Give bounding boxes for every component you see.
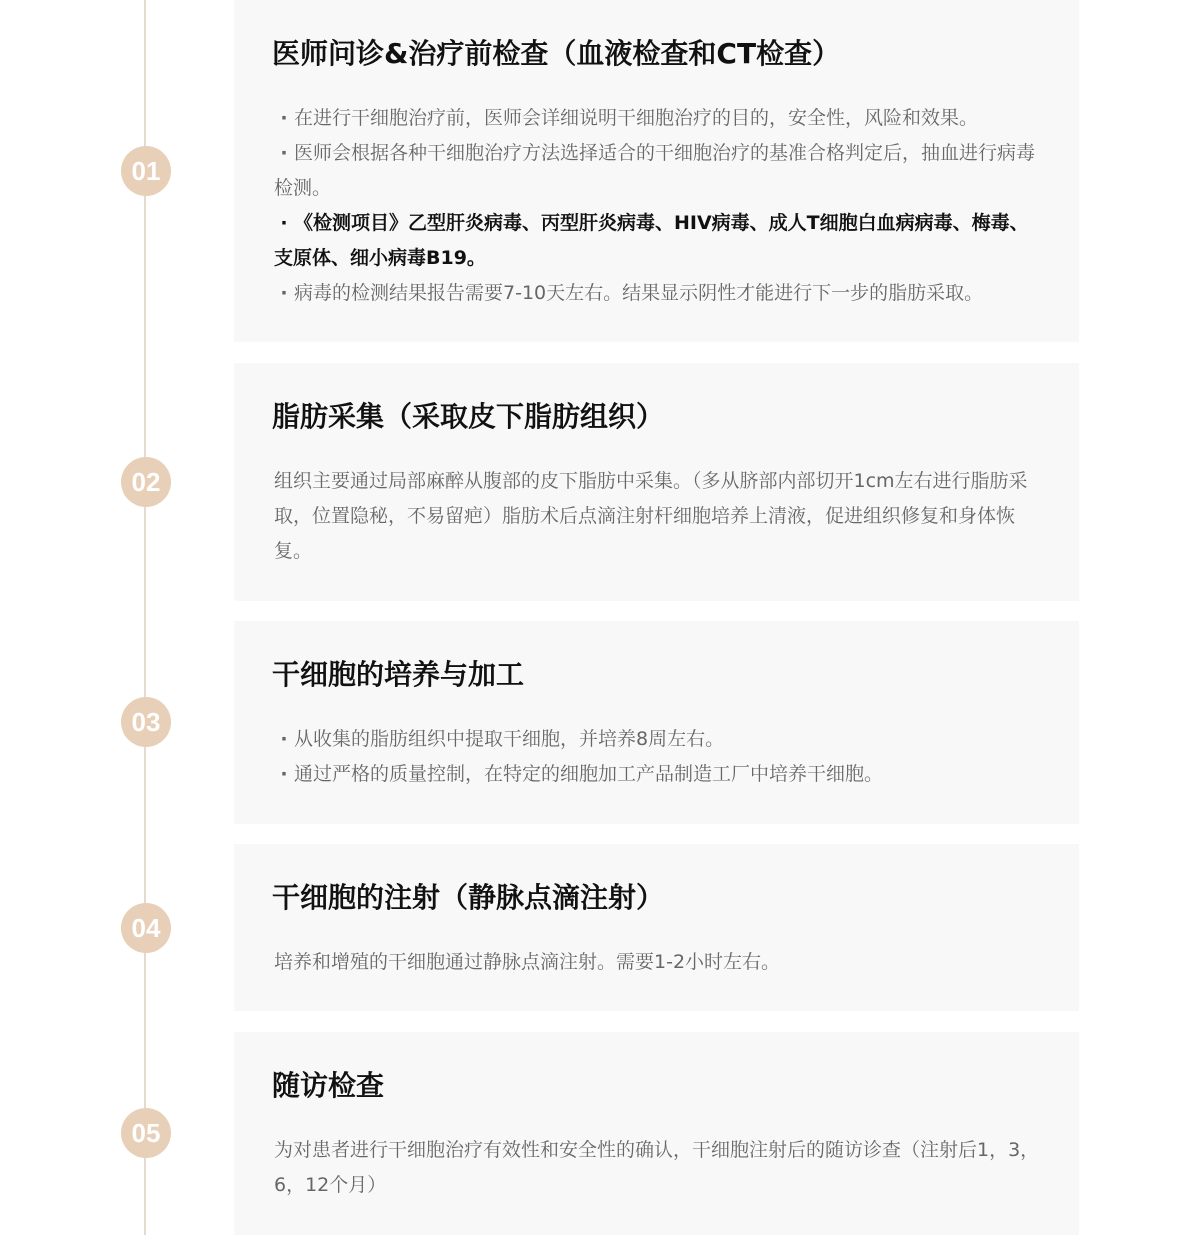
body-paragraph: 为对患者进行干细胞治疗有效性和安全性的确认，干细胞注射后的随访诊查（注射后1，3，6，12个月） (274, 1139, 1040, 1196)
step-number-badge: 04 (121, 903, 171, 953)
step-body (274, 464, 1041, 569)
step-title: 脂肪采集（采取皮下脂肪组织） (272, 400, 665, 433)
body-paragraph: 组织主要通过局部麻醉从腹部的皮下脂肪中采集。（多从脐部内部切开1cm左右进行脂肪采取，位置隐秘，不易留疤）脂肪术后点滴注射杆细胞培养上清液，促进组织修复和身体恢复。 (274, 470, 1028, 562)
step-title: 医师问诊&治疗前检查（血液检查和CT检查） (272, 37, 841, 70)
bullet-item: · 在进行干细胞治疗前，医师会详细说明干细胞治疗的目的，安全性，风险和效果。 (274, 101, 1041, 136)
bullet-item: · 从收集的脂肪组织中提取干细胞，并培养8周左右。 (274, 722, 1041, 757)
body-paragraph: 培养和增殖的干细胞通过静脉点滴注射。需要1-2小时左右。 (274, 951, 781, 973)
step-body (274, 1133, 1041, 1203)
step-body (274, 101, 1041, 311)
step-body (274, 945, 1041, 980)
bullet-item: · 病毒的检测结果报告需要7-10天左右。结果显示阴性才能进行下一步的脂肪采取。 (274, 276, 1041, 311)
bullet-item: · 医师会根据各种干细胞治疗方法选择适合的干细胞治疗的基准合格判定后，抽血进行病毒检测。 (274, 136, 1041, 206)
step-number-badge: 03 (121, 697, 171, 747)
step-number-badge: 05 (121, 1108, 171, 1158)
step-card-consultation (234, 0, 1079, 342)
step-number-badge: 01 (121, 146, 171, 196)
step-card-follow-up (234, 1032, 1079, 1235)
step-card-cultivation (234, 621, 1079, 824)
step-card-injection (234, 844, 1079, 1011)
step-card-fat-collection (234, 363, 1079, 601)
bullet-item-test-items: · 《检测项目》乙型肝炎病毒、丙型肝炎病毒、HIV病毒、成人T细胞白血病病毒、梅毒、支原体、细小病毒B19。 (274, 206, 1041, 276)
step-title: 干细胞的注射（静脉点滴注射） (272, 881, 665, 914)
step-title: 干细胞的培养与加工 (272, 658, 525, 691)
step-title: 随访检查 (272, 1069, 385, 1102)
bullet-item: · 通过严格的质量控制，在特定的细胞加工产品制造工厂中培养干细胞。 (274, 757, 1041, 792)
step-number-badge: 02 (121, 457, 171, 507)
step-body (274, 722, 1041, 792)
